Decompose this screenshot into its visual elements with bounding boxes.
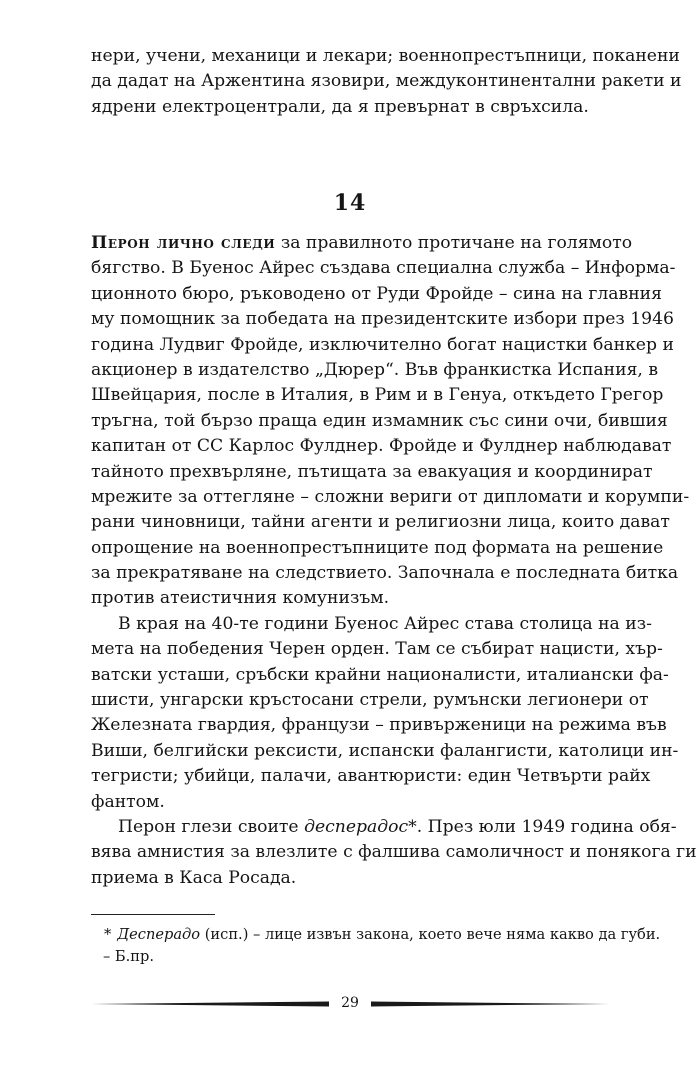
footnote-divider [91, 914, 215, 915]
text-line: фантом. [91, 791, 165, 812]
text-line: за прекратяване на следствието. Започнала е последната битка [91, 563, 679, 584]
text-line: В края на 40-те години Буенос Айрес става столица на из- [118, 613, 652, 634]
text-line: акционер в издателство „Дюрер“. Във франкистка Испания, в [91, 359, 659, 380]
footnote [91, 924, 661, 968]
text-line: тайното прехвърляне, пътищата за евакуация и координират [91, 461, 653, 482]
text-line: шисти, унгарски кръстосани стрели, румънски легионери от [91, 690, 649, 711]
footnote-continuation: – Б.пр. [103, 948, 155, 965]
footnote-text: (исп.) – лице извън закона, което вече няма какво да губи. [200, 926, 661, 943]
page-number-wrap [91, 993, 609, 1013]
lead-in-text: Перон лично следи [91, 233, 276, 253]
text-line: рани чиновници, тайни агенти и религиозни лица, които дават [91, 512, 670, 533]
page-number: 29 [335, 995, 365, 1011]
footnote-marker: * [104, 926, 112, 943]
text-line: Железната гвардия, французи – привърженици на режима във [91, 715, 667, 736]
text-line: против атеистичния комунизъм. [91, 588, 390, 609]
text-line: бягство. В Буенос Айрес създава специална служба – Информа- [91, 258, 676, 279]
first-line-rest: за правилното протичане на голямото [275, 233, 633, 253]
text-line: капитан от СС Карлос Фулднер. Фройде и Фулднер наблюдават [91, 436, 672, 457]
footnote-line [91, 924, 661, 946]
page-footer [91, 997, 609, 1011]
text-line: му помощник за победата на президентските избори през 1946 [91, 309, 674, 330]
text-line: година Лудвиг Фройде, изключително богат нацистки банкер и [91, 334, 674, 355]
italic-term: десперадос [304, 816, 409, 837]
text-line: ватски усташи, сръбски крайни националисти, италиански фа- [91, 664, 669, 685]
text-line: тегристи; убийци, палачи, авантюристи: един Четвърти райх [91, 766, 651, 787]
text-line: вява амнистия за влезлите с фалшива самоличност и понякога ги [91, 842, 697, 863]
text-line: приема в Каса Росада. [91, 867, 297, 888]
text-line: Виши, белгийски рексисти, испански фалангисти, католици ин- [91, 740, 679, 761]
paragraph-1-first-line [91, 231, 633, 256]
text-run: Перон глези своите [118, 816, 305, 837]
text-line: мета на победения Черен орден. Там се събират нацисти, хър- [91, 639, 663, 660]
text-line: Швейцария, после в Италия, в Рим и в Генуа, откъдето Грегор [91, 385, 664, 406]
text-line: ционното бюро, ръководено от Руди Фройде – сина на главния [91, 283, 662, 304]
chapter-number: 14 [333, 190, 367, 216]
intro-paragraph [91, 44, 682, 120]
text-line: тръгна, той бързо праща един измамник със сини очи, бившия [91, 410, 668, 431]
text-line: да дадат на Аржентина язовири, междуконтинентални ракети и [91, 71, 682, 92]
text-line: мрежите за оттегляне – сложни вериги от дипломати и корумпи- [91, 486, 690, 507]
text-run: *. През юли 1949 година обя- [408, 816, 677, 837]
paragraph-3-first-line [91, 815, 677, 840]
footnote-term: Десперадо [117, 926, 201, 943]
chapter-body [91, 231, 697, 891]
text-line: опрощение на военнопрестъпниците под формата на решение [91, 537, 664, 558]
text-line: нери, учени, механици и лекари; военнопрестъпници, поканени [91, 46, 680, 66]
text-line: ядрени електроцентрали, да я превърнат в свръхсила. [91, 96, 589, 117]
